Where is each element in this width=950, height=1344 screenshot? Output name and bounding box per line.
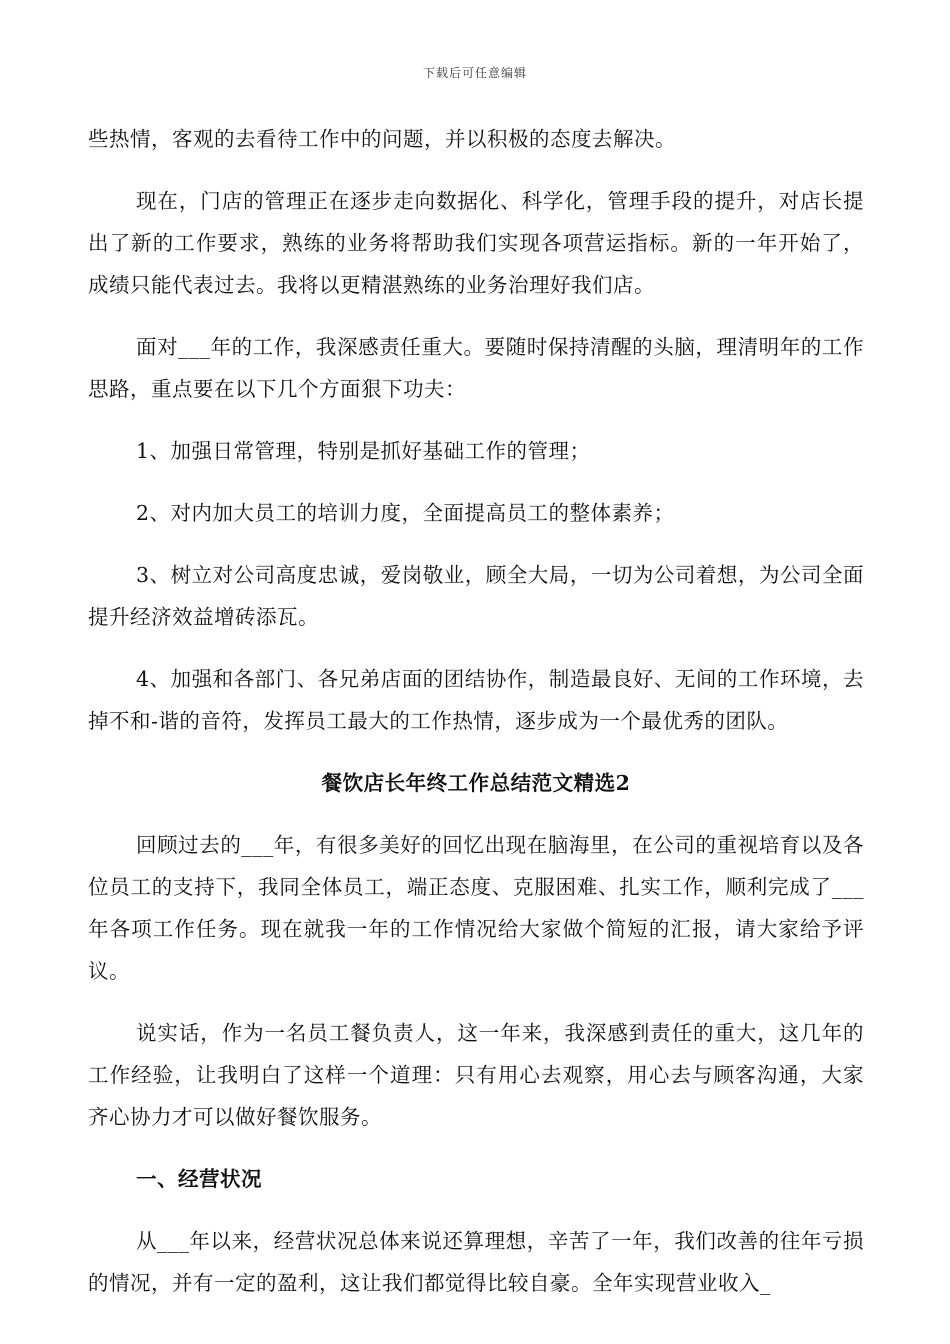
paragraph-review: 回顾过去的___年，有很多美好的回忆出现在脑海里，在公司的重视培育以及各位员工的支持下，我同全体员工，端正态度、克服困难、扎实工作，顺利完成了___年各项工作任务。现在就我一年的工作情况给大家做个简短的汇报，请大家给予评议。 — [88, 833, 864, 983]
section-title-2: 餐饮店长年终工作总结范文精选2 — [321, 771, 631, 795]
list-item-3: 3、树立对公司高度忠诚，爱岗敬业，顾全大局，一切为公司着想，为公司全面提升经济效益增砖添瓦。 — [88, 563, 864, 629]
subsection-heading-operations: 一、经营状况 — [136, 1167, 262, 1191]
paragraph-facing-work: 面对___年的工作，我深感责任重大。要随时保持清醒的头脑，理清明年的工作思路，重点要在以下几个方面狠下功夫： — [88, 335, 864, 401]
paragraph-honestly: 说实话，作为一名员工餐负责人，这一年来，我深感到责任的重大，这几年的工作经验，让我明白了这样一个道理：只有用心去观察，用心去与顾客沟通，大家齐心协力才可以做好餐饮服务。 — [88, 1021, 864, 1129]
paragraph-operations: 从___年以来，经营状况总体来说还算理想，辛苦了一年，我们改善的往年亏损的情况，并有一定的盈利，这让我们都觉得比较自豪。全年实现营业收入_ — [88, 1229, 864, 1295]
paragraph-continuation: 些热情，客观的去看待工作中的问题，并以积极的态度去解决。 — [88, 127, 676, 151]
list-item-2: 2、对内加大员工的培训力度，全面提高员工的整体素养； — [136, 501, 675, 525]
list-item-4: 4、加强和各部门、各兄弟店面的团结协作，制造最良好、无间的工作环境，去掉不和-谐的音符，发挥员工最大的工作热情，逐步成为一个最优秀的团队。 — [88, 667, 864, 733]
paragraph-store-management: 现在，门店的管理正在逐步走向数据化、科学化，管理手段的提升，对店长提出了新的工作要求，熟练的业务将帮助我们实现各项营运指标。新的一年开始了，成绩只能代表过去。我将以更精湛熟练的业务治理好我们店。 — [88, 189, 864, 297]
page-header: 下载后可任意编辑 — [422, 66, 527, 80]
document-body — [88, 118, 864, 1324]
list-item-1: 1、加强日常管理，特别是抓好基础工作的管理； — [136, 439, 591, 463]
